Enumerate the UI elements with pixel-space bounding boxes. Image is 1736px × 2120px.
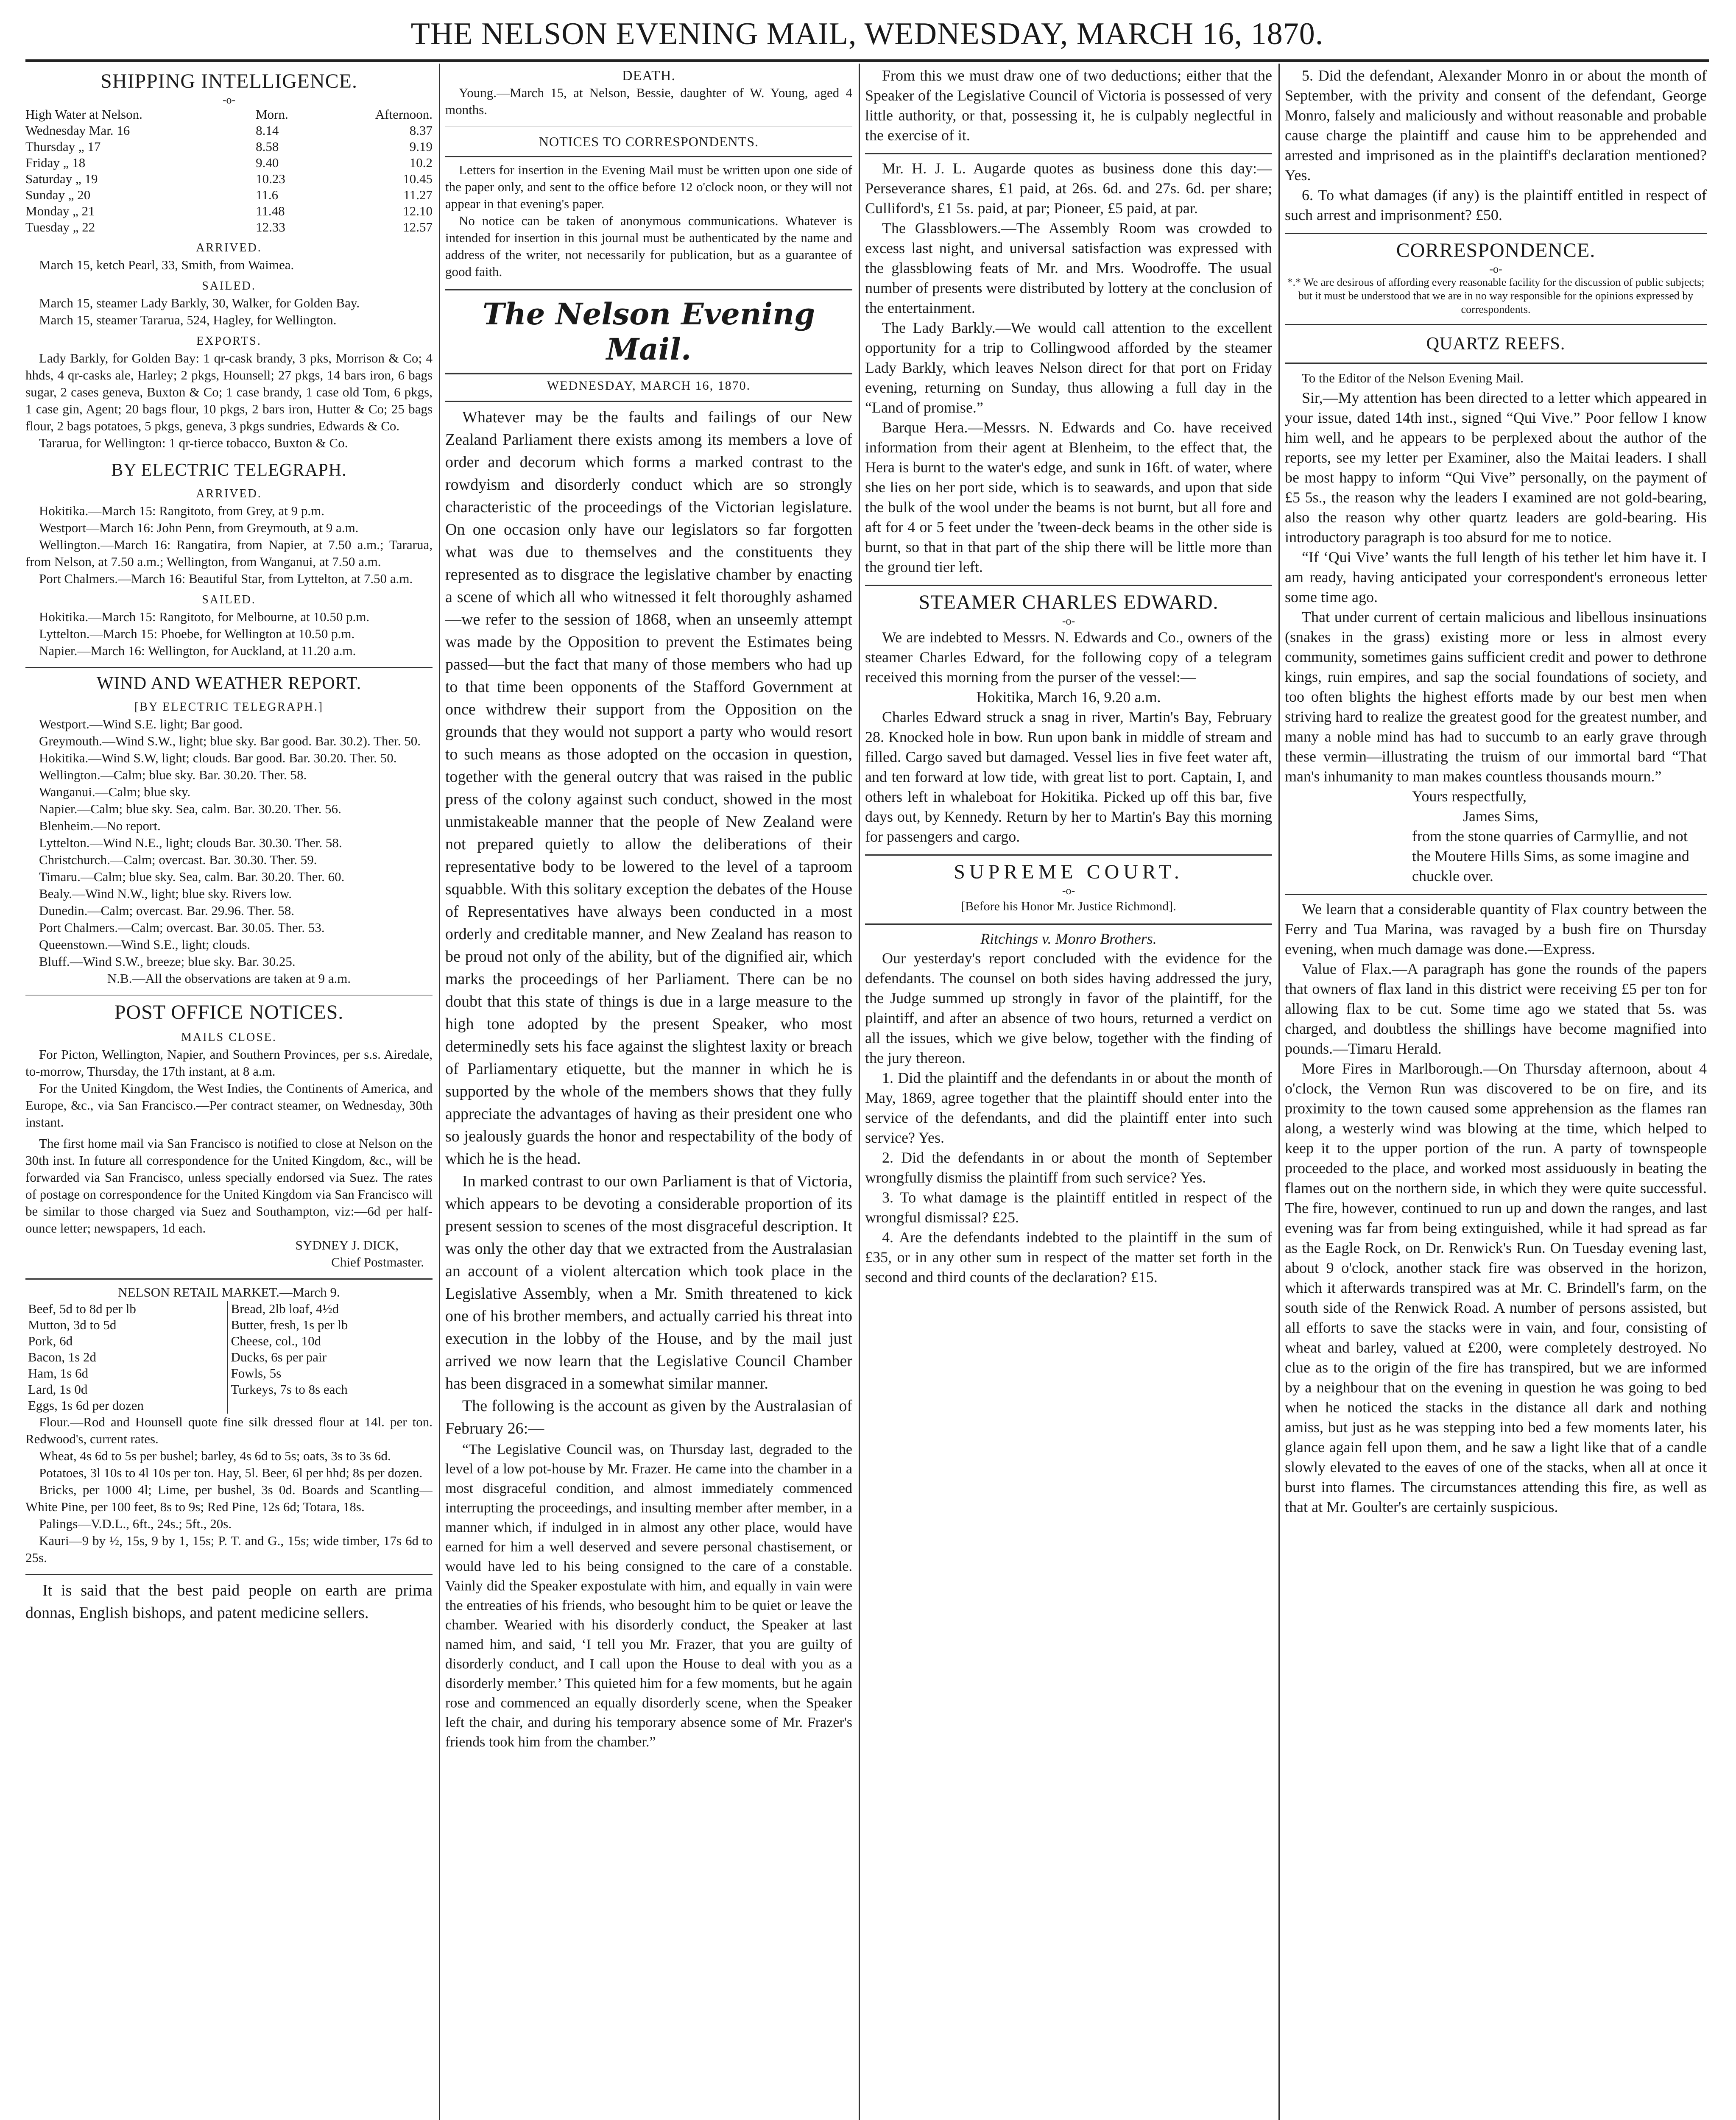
weather-title: WIND AND WEATHER REPORT.	[96, 674, 362, 693]
subheading: SAILED.	[202, 593, 256, 606]
paragraph: That under current of certain malicious and libellous insinuations (snakes in the grass) existing more or less in almost every community, sometimes gains sufficient credit and power to dethrone kings, ruin empires, and sap the social foundations of society, and too often blights the highest efforts made by our best men when striving hard to realize the greatest good for the greatest number, and many a noble mind has had to succumb to an early grave through these vermin—illustrating the truism of our immortal bard “That man's inhumanity to man makes countless thousands mourn.”	[1285, 608, 1707, 785]
paragraph: No notice can be taken of anonymous communications. Whatever is intended for insertion in this journal must be authenticated by the name and address of the writer, not necessarily for publication, but as a guarantee of good faith.	[445, 213, 852, 279]
tide-row: Thursday „ 17 8.58 9.19	[25, 139, 433, 154]
weather-item: Timaru.—Calm; blue sky. Sea, calm. Bar. 30.20. Ther. 60.	[39, 869, 345, 884]
table-row: Bacon, 1s 2d Ducks, 6s per pair	[25, 1349, 433, 1365]
signoff: Yours respectfully,	[1412, 788, 1527, 805]
paragraph: Lady Barkly, for Golden Bay: 1 qr-cask brandy, 3 pks, Morrison & Co; 4 hhds, 4 qr-casks ale, Harley; 2 pkgs, Hounsell; 27 pkgs, 14 bars iron, 6 bags sugar, 2 cases geneva, Buxton & Co; 1 case brandy, 1 case old Tom, 6 pkgs, 1 case gin, Agent; 20 bags flour, 10 pkgs, 2 bars iron, Hutter & Co; 25 bags flour, 2 bags potatoes, 5 pkgs, geneva, 3 pkgs sundries, Edwards & Co.	[25, 351, 433, 433]
death-title: DEATH.	[622, 68, 675, 84]
paragraph: March 15, ketch Pearl, 33, Smith, from Waimea.	[39, 257, 294, 272]
weather-item: Wellington.—Calm; blue sky. Bar. 30.20. Ther. 58.	[39, 767, 307, 782]
editorial-paragraph: In marked contrast to our own Parliament is that of Victoria, which appears to be devoting a considerable proportion of its present session to scenes of the most disgraceful description. It was only the other day that we extracted from the Australasian an account of a violent altercation which took place in the Legislative Assembly, when a Mr. Smith threatened to kick one of his brother members, and actually carried his threat into execution in the lobby of the House, and by the mail just arrived we now learn that the Legislative Council Chamber has been disgraced in a somewhat similar manner.	[445, 1172, 852, 1392]
table-row: Beef, 5d to 8d per lb Bread, 2lb loaf, 4½d	[25, 1301, 433, 1317]
paragraph: March 15, steamer Tararua, 524, Hagley, for Wellington.	[39, 312, 337, 327]
column-rule	[1278, 64, 1280, 2120]
paragraph: Sir,—My attention has been directed to a letter which appeared in your issue, dated 14th inst., signed “Qui Vive.” Poor fellow I know him well, and he appears to be perplexed about the author of the reports, see my letter per Examiner, also the Maitai leaders. I shall be most happy to inform “Qui Vive” personally, on the payment of £5 5s., the reason why the leaders I examined are not gold-bearing, also the reason why other quartz leaders are gold-bearing. His introductory paragraph is too absurd for me to notice.	[1285, 389, 1707, 546]
tide-head: Afternoon.	[375, 107, 433, 122]
tide-row: Tuesday „ 22 12.33 12.57	[25, 220, 433, 234]
signer-note: from the stone quarries of Carmyllie, and not the Moutere Hills Sims, as some imagine and chuckle over.	[1412, 828, 1689, 884]
subheading: ARRIVED.	[196, 487, 262, 500]
paragraph: Potatoes, 3l 10s to 4l 10s per ton. Hay, 5l. Beer, 6l per hhd; 8s per dozen.	[39, 1465, 423, 1480]
divider	[25, 667, 433, 668]
notices-title: NOTICES TO CORRESPONDENTS.	[539, 134, 759, 149]
weather-item: Greymouth.—Wind S.W., light; blue sky. Bar good. Bar. 30.2). Ther. 50.	[39, 734, 421, 748]
addressee: To the Editor of the Nelson Evening Mail.	[1302, 371, 1524, 385]
case-title: Ritchings v. Monro Brothers.	[980, 930, 1157, 947]
subheading: MAILS CLOSE.	[181, 1031, 277, 1044]
paragraph: Barque Hera.—Messrs. N. Edwards and Co. have received information from their agent at Blenheim, to the effect that, the Hera is burnt to the water's edge, and sunk in 16ft. of water, where she lies on her port side, which is to seawards, and upon that side the bulk of the wool under the beams is not burnt, but all fore and aft for 4 or 5 feet under the 'tween-deck beams in the other side is burnt, so that in that part of the ship there will be little more than the ground tier left.	[865, 419, 1272, 575]
paragraph: March 15, steamer Lady Barkly, 30, Walker, for Golden Bay.	[39, 296, 360, 310]
editorial-paragraph: Whatever may be the faults and failings of our New Zealand Parliament there exists among its members a love of order and decorum which forms a marked contrast to the rowdyism and disorderly conduct which are so strongly characteristic of the proceedings of the Victorian legislature. On one occasion only have our legislators so far forgotten what was due to themselves and the constituents they represented as to disgrace the legislative chamber by enacting a scene of which all who witnessed it felt thoroughly ashamed—we refer to the session of 1868, when an unseemly attempt was made by the Opposition to prevent the Estimates being passed—but the fact that many of those members who had up to that time been opponents of the Stafford Government at once withdrew their support from the Opposition on the grounds that they would not support a party who would resort to such means as those adopted on the occasion in question, together with the general outcry that was raised in the public press of the colony against such conduct, showed in the most unmistakeable manner that the people of New Zealand were not prepared quietly to allow the deliberations of their representative body to be lowered to the level of a taproom squabble. With this solitary exception the debates of the House of Representatives have always been conducted in a most orderly and creditable manner, and New Zealand has reason to be proud not only of the ability, but of the dignified air, which marks the proceedings of her Parliament. There can be no doubt that this state of things is due in a large measure to the high tone adopted by the present Speaker, who most determinedly sets his face against the slightest laxity or breach of Parliamentary etiquette, but the manner in which he is supported by the whole of the members shows that they fully appreciate the advantages of having as their president one who so jealously guards the honor and respectability of the body of which he is the head.	[445, 408, 852, 1168]
table-row: Pork, 6d Cheese, col., 10d	[25, 1333, 433, 1349]
tide-row: Wednesday Mar. 16 8.14 8.37	[25, 123, 433, 138]
subheading: EXPORTS.	[196, 335, 262, 348]
paragraph: Port Chalmers.—March 16: Beautiful Star, from Lyttelton, at 7.50 a.m.	[39, 571, 413, 586]
column-1	[25, 66, 433, 2120]
divider	[445, 401, 852, 402]
tide-row: Friday „ 18 9.40 10.2	[25, 155, 433, 170]
paragraph: 4. Are the defendants indebted to the plaintiff in the sum of £35, or in any other sum in respect of the matter set forth in the second and third counts of the declaration? £15.	[865, 1229, 1272, 1286]
paragraph: Flour.—Rod and Hounsell quote fine silk dressed flour at 14l. per ton. Redwood's, current rates.	[25, 1414, 433, 1446]
subheading: SAILED.	[202, 279, 256, 293]
paragraph: Letters for insertion in the Evening Mail must be written upon one side of the paper only, and sent to the office before 12 o'clock noon, or they will not appear in that evening's paper.	[445, 162, 852, 211]
divider	[865, 854, 1272, 856]
table-row: Lard, 1s 0d Turkeys, 7s to 8s each	[25, 1381, 433, 1398]
dateline: Hokitika, March 16, 9.20 a.m.	[976, 689, 1161, 706]
separator: -o-	[1489, 263, 1502, 275]
subheading: ARRIVED.	[196, 241, 262, 254]
tide-row: Monday „ 21 11.48 12.10	[25, 204, 433, 218]
weather-item: Hokitika.—Wind S.W, light; clouds. Bar good. Bar. 30.20. Ther. 50.	[39, 750, 397, 765]
paragraph: Lyttelton.—March 15: Phoebe, for Wellington at 10.50 p.m.	[39, 626, 355, 641]
paragraph: Value of Flax.—A paragraph has gone the rounds of the papers that owners of flax land in this district were receiving £5 per ton for allowing flax to be cut. Some time ago we stated that 5s. was charged, and doubtless the shillings have become magnified into pounds.—Timaru Herald.	[1285, 960, 1707, 1057]
separator: -o-	[222, 94, 236, 106]
tide-head: Morn.	[256, 107, 288, 122]
paragraph: Kauri—9 by ½, 15s, 9 by 1, 15s; P. T. and G., 15s; wide timber, 17s 6d to 25s.	[25, 1533, 433, 1565]
weather-note: N.B.—All the observations are taken at 9 a.m.	[107, 971, 351, 986]
divider	[865, 585, 1272, 586]
paragraph: From this we must draw one of two deductions; either that the Speaker of the Legislative Council of Victoria is possessed of very little authority, or that, possessing it, he is culpably neglectful in the exercise of it.	[865, 67, 1272, 144]
weather-item: Dunedin.—Calm; overcast. Bar. 29.96. Ther. 58.	[39, 903, 295, 918]
tide-row: Saturday „ 19 10.23 10.45	[25, 171, 433, 186]
post-title: POST OFFICE NOTICES.	[114, 1001, 344, 1024]
weather-item: Napier.—Calm; blue sky. Sea, calm. Bar. 30.20. Ther. 56.	[39, 801, 341, 816]
paragraph: Napier.—March 16: Wellington, for Auckland, at 11.20 a.m.	[39, 643, 356, 658]
market-table	[25, 1301, 433, 1414]
weather-item: Port Chalmers.—Calm; overcast. Bar. 30.05. Ther. 53.	[39, 920, 325, 935]
weather-item: Bluff.—Wind S.W., breeze; blue sky. Bar. 30.25.	[39, 954, 296, 969]
weather-item: Queenstown.—Wind S.E., light; clouds.	[39, 937, 251, 952]
paragraph: The first home mail via San Francisco is notified to close at Nelson on the 30th inst. In future all correspondence for the United Kingdom, &c., will be forwarded via San Francisco, unless specially endorsed via Suez. The rates of postage on correspondence for the United Kingdom via San Francisco will be similar to those charged via Suez and Southampton, viz:—6d per half-ounce letter; newspapers, 1d each.	[25, 1136, 433, 1236]
column-rule	[439, 64, 440, 2120]
tide-table	[25, 106, 433, 235]
paragraph: The Glassblowers.—The Assembly Room was crowded to excess last night, and universal satisfaction was expressed with the glassblowing feats of Mr. and Mrs. Woodroffe. The usual number of presents were distributed by lottery at the conclusion of the entertainment.	[865, 220, 1272, 316]
paragraph: 1. Did the plaintiff and the defendants in or about the month of May, 1869, agree together that the plaintiff should enter into the service of the defendants, and did the plaintiff enter into such service? Yes.	[865, 1069, 1272, 1146]
paragraph: We are indebted to Messrs. N. Edwards and Co., owners of the steamer Charles Edward, for the following copy of a telegram received this morning from the purser of the vessel:—	[865, 629, 1272, 686]
telegraph-title: BY ELECTRIC TELEGRAPH.	[111, 460, 347, 480]
table-row: Mutton, 3d to 5d Butter, fresh, 1s per lb	[25, 1317, 433, 1333]
divider	[1285, 894, 1707, 895]
divider	[25, 1278, 433, 1280]
paragraph: More Fires in Marlborough.—On Thursday afternoon, about 4 o'clock, the Vernon Run was discovered to be on fire, and its proximity to the town caused some apprehension as the flames ran along, a westerly wind was blowing at the time, which helped to keep it to the upper portion of the run. A party of townspeople proceeded to the place, and worked most assiduously in beating the flames out on the northern side, in which they were quite successful. The fire, however, continued to run up and down the ranges, and last evening was far from being extinguished, while it had spread as far as the Eagle Rock, on Dr. Renwick's Run. On Tuesday evening last, about 9 o'clock, another stack fire was observed in the horizon, which it afterwards transpired was at Mr. C. Brindell's farm, on the south side of the Renwick Road. A number of persons assisted, but all efforts to save the stacks were in vain, and four, consisting of wheat and barley, valued at £200, were completely destroyed. No clue as to the origin of the fire has transpired, but we are informed by a neighbour that on the evening in question he was going to bed when he noticed the stacks in the distance all dark and nothing amiss, but just as he was stepping into bed a few moments later, his glance again fell upon them, and he saw a light like that of a candle slowly elevated to the eaves of one of the stacks, when all at once it burst into flames. The circumstances attending this fire, as well as that at Mr. Goulter's are certainly suspicious.	[1285, 1060, 1707, 1515]
correspondence-note: *.* We are desirous of affording every reasonable facility for the discussion of public subjects; but it must be understood that we are in no way responsible for the opinions expressed by correspondents.	[1287, 276, 1705, 315]
correspondence-title: CORRESPONDENCE.	[1396, 239, 1596, 262]
column-rule	[859, 64, 860, 2120]
divider	[25, 1574, 433, 1575]
divider	[1285, 324, 1707, 325]
paragraph: Bricks, per 1000 4l; Lime, per bushel, 3s 0d. Boards and Scantling—White Pine, per 100 feet, 8s to 9s; Red Pine, 12s 6d; Totara, 18s.	[25, 1482, 433, 1514]
paragraph: Westport—March 16: John Penn, from Greymouth, at 9 a.m.	[39, 520, 359, 535]
shipping-title: SHIPPING INTELLIGENCE.	[100, 70, 357, 92]
steamer-title: STEAMER CHARLES EDWARD.	[918, 591, 1219, 614]
paragraph: Hokitika.—March 15: Rangitoto, for Melbourne, at 10.50 p.m.	[39, 609, 370, 624]
signer: James Sims,	[1463, 808, 1539, 825]
paragraph: Charles Edward struck a snag in river, Martin's Bay, February 28. Knocked hole in bow. Run upon bank in middle of stream and filled. Cargo saved but damaged. Vessel lies in five feet water aft, and ten forward at low tide, with great list to port. Captain, I, and others left in whaleboat for Hokitika. Picked up off this bar, five days out, by Kennedy. Return by her to Martin's Bay this morning for passengers and cargo.	[865, 709, 1272, 845]
subheading: [BY ELECTRIC TELEGRAPH.]	[134, 700, 324, 714]
paragraph: It is said that the best paid people on earth are prima donnas, English bishops, and patent medicine sellers.	[25, 1582, 433, 1622]
editorial-paragraph: The following is the account as given by the Australasian of February 26:—	[445, 1397, 852, 1437]
weather-item: Bealy.—Wind N.W., light; blue sky. Rivers low.	[39, 886, 292, 901]
divider	[445, 156, 852, 157]
divider	[25, 995, 433, 996]
paragraph: “If ‘Qui Vive’ wants the full length of his tether let him have it. I am ready, having anticipated your correspondent's erroneous letter some time ago.	[1285, 549, 1707, 605]
column-4	[1285, 66, 1707, 2120]
paragraph: 6. To what damages (if any) is the plaintiff entitled in respect of such arrest and imprisonment? £50.	[1285, 187, 1707, 223]
paragraph: 2. Did the defendants in or about the month of September wrongfully dismiss the plaintiff from such service? Yes.	[865, 1149, 1272, 1186]
separator: -o-	[1062, 615, 1075, 627]
nameplate: The Nelson Evening Mail.	[445, 289, 852, 374]
weather-item: Christchurch.—Calm; overcast. Bar. 30.30. Ther. 59.	[39, 852, 317, 867]
divider	[1285, 363, 1707, 364]
divider	[865, 153, 1272, 154]
paragraph: Wheat, 4s 6d to 5s per bushel; barley, 4s 6d to 5s; oats, 3s to 3s 6d.	[39, 1448, 391, 1463]
paragraph: 5. Did the defendant, Alexander Monro in or about the month of September, with the privity and consent of the defendant, George Monro, falsely and maliciously and without reasonable and probable cause charge the plaintiff and cause him to be apprehended and arrested and imprisoned as in the plaintiff's declaration mentioned? Yes.	[1285, 67, 1707, 184]
court-title: SUPREME COURT.	[954, 861, 1183, 883]
divider	[445, 126, 852, 127]
paragraph: We learn that a considerable quantity of Flax country between the Ferry and Tua Marina, was ravaged by a bush fire on Thursday evening, when much damage was done.—Express.	[1285, 901, 1707, 957]
weather-item: Blenheim.—No report.	[39, 818, 161, 833]
weather-item: Westport.—Wind S.E. light; Bar good.	[39, 717, 243, 731]
quartz-title: QUARTZ REEFS.	[1426, 334, 1566, 354]
paragraph: The Lady Barkly.—We would call attention to the excellent opportunity for a trip to Collingwood afforded by the steamer Lady Barkly, which leaves Nelson direct for that port on Friday evening, returning on Sunday, thus allowing a full day in the “Land of promise.”	[865, 319, 1272, 416]
masthead: THE NELSON EVENING MAIL, WEDNESDAY, MARCH 16, 1870.	[410, 17, 1324, 51]
separator: -o-	[1062, 884, 1075, 897]
paragraph: Hokitika.—March 15: Rangitoto, from Grey, at 9 p.m.	[39, 503, 324, 518]
editorial-date: WEDNESDAY, MARCH 16, 1870.	[547, 379, 751, 393]
column-2	[445, 66, 852, 2120]
court-sub: [Before his Honor Mr. Justice Richmond].	[961, 899, 1176, 913]
signer: SYDNEY J. DICK,	[295, 1238, 399, 1252]
paragraph: Our yesterday's report concluded with the evidence for the defendants. The counsel on both sides having addressed the jury, the Judge summed up strongly in favor of the plaintiff, for the plaintiff, and after an absence of two hours, returned a verdict on all the issues, which we give below, together with the finding of the jury thereon.	[865, 950, 1272, 1066]
signer-title: Chief Postmaster.	[331, 1255, 424, 1269]
weather-item: Wanganui.—Calm; blue sky.	[39, 784, 191, 799]
divider	[865, 923, 1272, 925]
paragraph: 3. To what damage is the plaintiff entitled in respect of the wrongful dismissal? £25.	[865, 1189, 1272, 1226]
weather-item: Lyttelton.—Wind N.E., light; clouds Bar. 30.30. Ther. 58.	[39, 835, 342, 850]
paragraph: For Picton, Wellington, Napier, and Southern Provinces, per s.s. Airedale, to-morrow, Thursday, the 17th instant, at 8 a.m.	[25, 1047, 433, 1079]
market-title: NELSON RETAIL MARKET.—March 9.	[118, 1285, 340, 1300]
paragraph: Tararua, for Wellington: 1 qr-tierce tobacco, Buxton & Co.	[39, 435, 348, 450]
masthead-rule	[25, 59, 1709, 62]
table-row: Ham, 1s 6d Fowls, 5s	[25, 1365, 433, 1381]
table-row: Eggs, 1s 6d per dozen	[25, 1398, 433, 1414]
paragraph: Young.—March 15, at Nelson, Bessie, daughter of W. Young, aged 4 months.	[445, 85, 852, 117]
tide-head: High Water at Nelson.	[25, 107, 142, 122]
tide-row: Sunday „ 20 11.6 11.27	[25, 187, 433, 202]
paragraph: Wellington.—March 16: Rangatira, from Napier, at 7.50 a.m.; Tararua, from Nelson, at 7.50 a.m.; Wellington, from Wanganui, at 7.50 a.m.	[25, 537, 433, 569]
paragraph: Mr. H. J. L. Augarde quotes as business done this day:—Perseverance shares, £1 paid, at 26s. 6d. and 27s. 6d. per share; Culliford's, £1 5s. paid, at par; Pioneer, £5 paid, at par.	[865, 160, 1272, 217]
paragraph: Palings—V.D.L., 6ft., 24s.; 5ft., 20s.	[39, 1516, 232, 1531]
column-3	[865, 66, 1272, 2120]
quote-paragraph: “The Legislative Council was, on Thursday last, degraded to the level of a low pot-house by Mr. Frazer. He came into the chamber in a most disgraceful condition, and almost immediately commenced interrupting the proceedings, and insulting member after member, in a manner which, if indulged in in almost any other place, would have earned for him a well deserved and severe personal chastisement, or would have led to his being consigned to the care of a constable. Vainly did the Speaker expostulate with him, and equally in vain were the entreaties of his friends, who besought him to be quiet or leave the chamber. Wearied with his disorderly conduct, the Speaker at last named him, and said, ‘I tell you Mr. Frazer, that you are guilty of disorderly conduct, and I call upon the House to deal with you as a disorderly member.’ This quieted him for a few moments, but he again rose and commenced an equally disorderly scene, when the Speaker left the chair, and during his temporary absence some of Mr. Frazer's friends took him from the chamber.”	[445, 1442, 852, 1750]
paragraph: For the United Kingdom, the West Indies, the Continents of America, and Europe, &c., via San Francisco.—Per contract steamer, on Wednesday, 30th instant.	[25, 1081, 433, 1130]
divider	[1285, 233, 1707, 234]
